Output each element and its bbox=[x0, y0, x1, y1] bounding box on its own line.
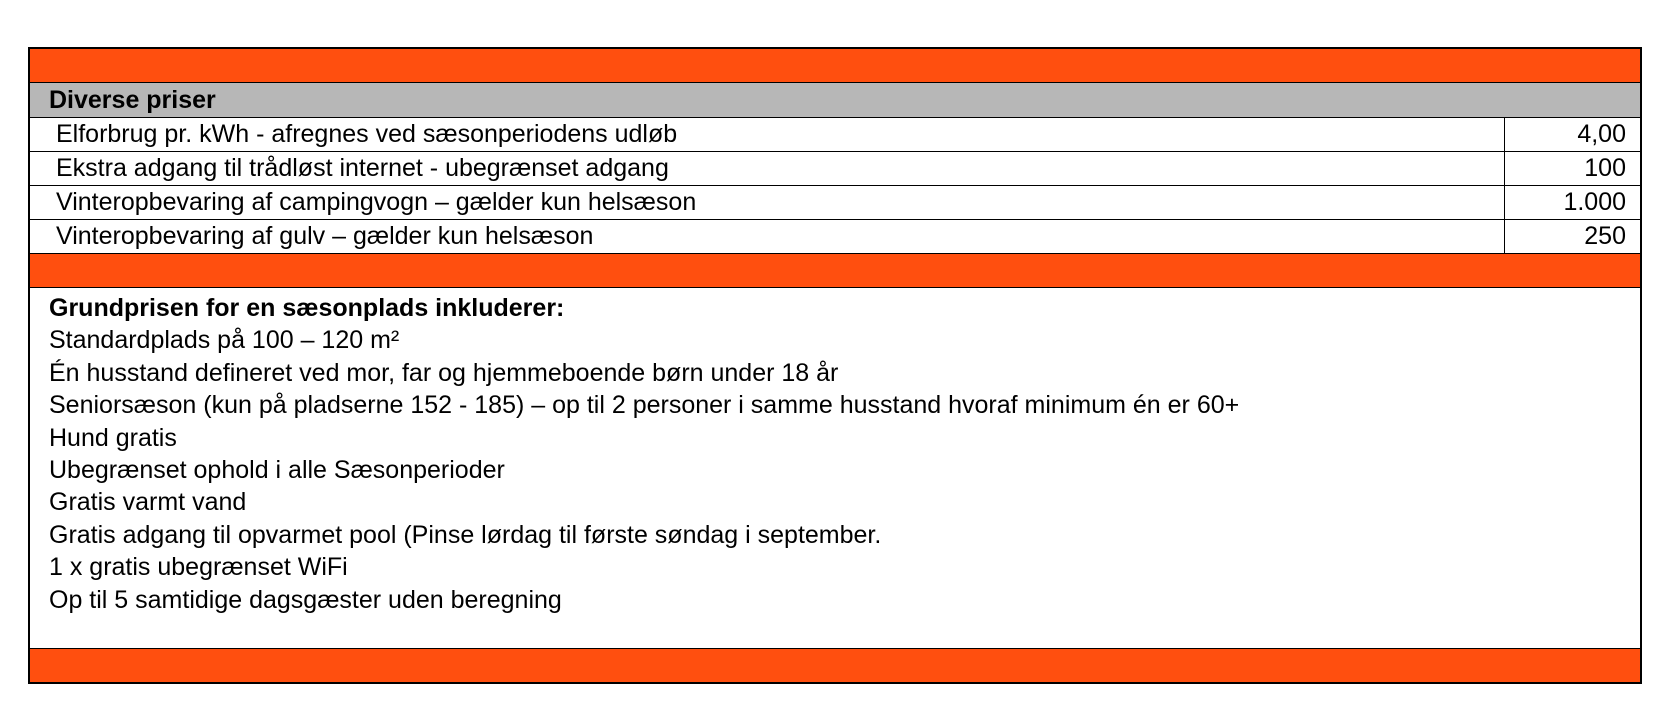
includes-item: Én husstand defineret ved mor, far og hjemmeboende børn under 18 år bbox=[49, 358, 839, 387]
includes-item: Ubegrænset ophold i alle Sæsonperioder bbox=[49, 456, 505, 485]
includes-section bbox=[30, 288, 1640, 648]
price-row bbox=[30, 152, 1640, 186]
price-label: Ekstra adgang til trådløst internet - ubegrænset adgang bbox=[56, 154, 669, 182]
price-row bbox=[30, 118, 1640, 152]
price-value: 100 bbox=[1504, 152, 1640, 185]
includes-item: Gratis varmt vand bbox=[49, 488, 247, 517]
top-orange-band bbox=[30, 49, 1640, 83]
middle-orange-band bbox=[30, 254, 1640, 288]
includes-item: Op til 5 samtidige dagsgæster uden beregning bbox=[49, 585, 562, 614]
price-document bbox=[28, 47, 1642, 684]
includes-title: Grundprisen for en sæsonplads inkluderer: bbox=[49, 294, 565, 322]
includes-item: Hund gratis bbox=[49, 423, 177, 452]
price-row bbox=[30, 186, 1640, 220]
price-label: Elforbrug pr. kWh - afregnes ved sæsonperiodens udløb bbox=[56, 120, 678, 148]
price-row bbox=[30, 220, 1640, 254]
price-value: 4,00 bbox=[1504, 118, 1640, 151]
includes-item: Gratis adgang til opvarmet pool (Pinse lørdag til første søndag i september. bbox=[49, 520, 882, 549]
price-value: 1.000 bbox=[1504, 186, 1640, 219]
includes-item: 1 x gratis ubegrænset WiFi bbox=[49, 553, 348, 582]
includes-item: Seniorsæson (kun på pladserne 152 - 185) – op til 2 personer i samme husstand hvoraf minimum én er 60+ bbox=[49, 391, 1240, 420]
includes-item: Standardplads på 100 – 120 m² bbox=[49, 326, 400, 355]
price-label: Vinteropbevaring af gulv – gælder kun helsæson bbox=[56, 222, 594, 250]
section-title: Diverse priser bbox=[30, 83, 1640, 118]
bottom-orange-band bbox=[30, 648, 1640, 682]
price-value: 250 bbox=[1504, 220, 1640, 253]
price-label: Vinteropbevaring af campingvogn – gælder kun helsæson bbox=[56, 188, 697, 216]
